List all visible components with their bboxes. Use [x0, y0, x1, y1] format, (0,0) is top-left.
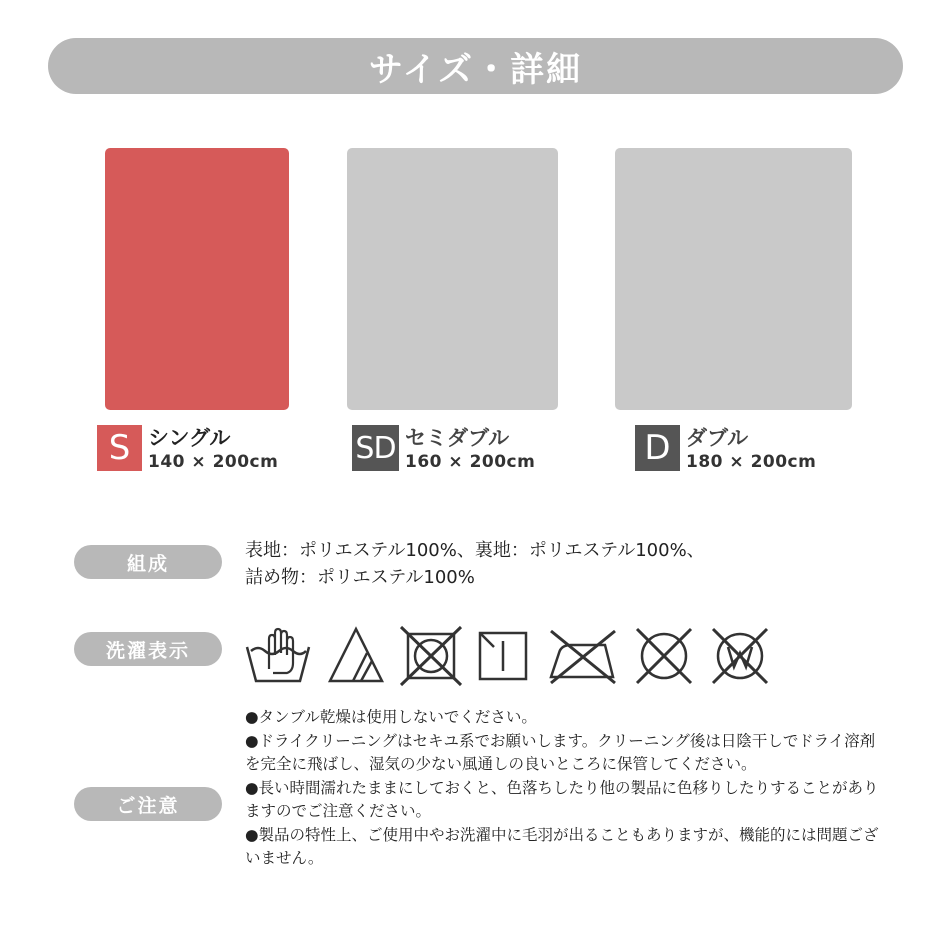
size-name: ダブル: [686, 426, 749, 450]
bleach-allowed-icon: [327, 625, 385, 687]
composition-label: 組成: [74, 545, 222, 579]
note-item: ●ドライクリーニングはセキユ系でお願いします。クリーニング後は日陰干しでドライ溶剤を完全に飛ばし、湿気の少ない風通しの良いところに保管してください。: [245, 731, 876, 773]
size-dimensions: 140 × 200cm: [148, 452, 279, 472]
composition-line: 詰め物：ポリエステル100%: [245, 567, 475, 588]
care-icons-row: [243, 625, 785, 687]
double-size-block: [615, 148, 852, 410]
line-dry-shade-icon: [477, 625, 531, 687]
single-size-block: [105, 148, 289, 410]
size-badge-d: D: [635, 425, 680, 471]
notes-label: ご注意: [74, 787, 222, 821]
page-title: サイズ・詳細: [368, 49, 583, 90]
title-bar: [48, 38, 903, 94]
single-size-label: [97, 425, 278, 473]
no-iron-icon: [545, 625, 619, 687]
composition-text: [245, 537, 705, 591]
note-item: ●長い時間濡れたままにしておくと、色落ちしたり他の製品に色移りしたりすることがありますのでご注意ください。: [245, 778, 879, 820]
semi-double-size-label: [352, 425, 535, 473]
no-tumble-dry-icon: [399, 625, 463, 687]
hand-wash-icon: [243, 625, 313, 687]
double-size-label: [635, 425, 816, 473]
composition-line: 表地：ポリエステル100%、裏地：ポリエステル100%、: [245, 540, 705, 561]
note-item: ●タンブル乾燥は使用しないでください。: [245, 708, 537, 726]
notes-text: [245, 706, 885, 871]
size-badge-s: S: [97, 425, 142, 471]
note-item: ●製品の特性上、ご使用中やお洗濯中に毛羽が出ることもありますが、機能的には問題ございません。: [245, 825, 879, 867]
no-wet-clean-icon: [709, 625, 771, 687]
no-dry-clean-icon: [633, 625, 695, 687]
size-name: シングル: [148, 426, 231, 450]
washing-label: 洗濯表示: [74, 632, 222, 666]
size-badge-sd: SD: [352, 425, 399, 471]
semi-double-size-block: [347, 148, 558, 410]
size-dimensions: 160 × 200cm: [405, 452, 536, 472]
size-dimensions: 180 × 200cm: [686, 452, 817, 472]
size-name: セミダブル: [405, 426, 510, 450]
